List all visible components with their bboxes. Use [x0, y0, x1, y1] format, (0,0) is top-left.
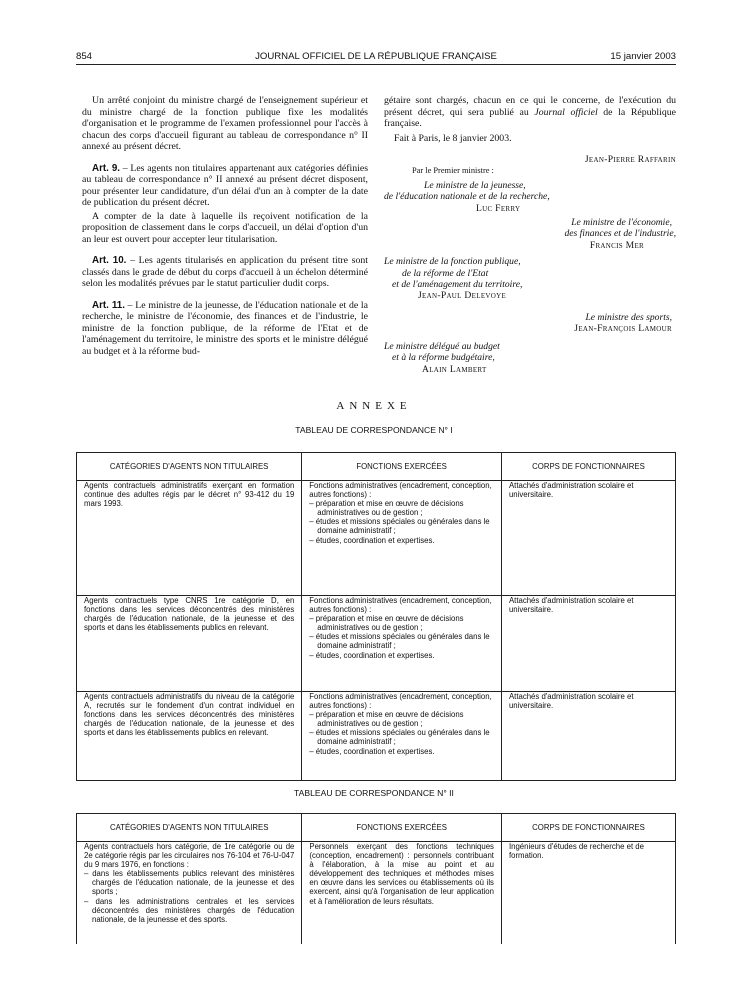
signatory-delevoye: Jean-Paul Delevoye [418, 290, 507, 302]
header-corps: CORPS DE FONCTIONNAIRES [501, 814, 675, 842]
list-item: – préparation et mise en œuvre de décisions administratives ou de gestion ; [309, 499, 464, 518]
signatory-lamour: Jean-François Lamour [574, 323, 672, 335]
table-2-title: TABLEAU DE CORRESPONDANCE N° II [294, 788, 454, 798]
signatory-mer: Francis Mer [589, 239, 644, 251]
table-cell-functions: Fonctions administratives (encadrement, conception, autres fonctions) : – préparation et mise en œuvre de décisions administratives ou de gestion ; – études et missions spéciales ou générales dans le domaine administratif ; – études, coordination et expertises. [302, 481, 502, 596]
header-corps: CORPS DE FONCTIONNAIRES [501, 453, 675, 481]
list-item: – préparation et mise en œuvre de décisions administratives ou de gestion ; [309, 614, 464, 633]
correspondence-table-1 [76, 452, 676, 781]
list-item: – études, coordination et expertises. [309, 746, 435, 756]
publication-date: 15 janvier 2003 [610, 51, 676, 62]
list-item: – études, coordination et expertises. [309, 535, 435, 545]
article-11-label: Art. 11. [92, 299, 125, 311]
table-header-row [77, 453, 676, 481]
article-10 [82, 255, 368, 290]
annexe-title: ANNEXE [336, 400, 412, 412]
page-header [76, 51, 676, 65]
header-fonctions: FONCTIONS EXERCÉES [302, 814, 502, 842]
minister-sports-title: Le ministre des sports, [585, 311, 672, 323]
table-cell-category: Agents contractuels type CNRS 1re catégorie D, en fonctions dans les services déconcentrés des ministères chargés de l'éducation nationale, de la jeunesse et des sports et dans les établissements publics en relevant. [77, 596, 302, 692]
minister-fp-title-2: de la réforme de l'Etat [402, 267, 489, 279]
minister-economie-title-1: Le ministre de l'économie, [571, 217, 672, 229]
header-categories: CATÉGORIES D'AGENTS NON TITULAIRES [77, 814, 302, 842]
list-item: – préparation et mise en œuvre de décisions administratives ou de gestion ; [309, 710, 464, 729]
signatory-lambert: Alain Lambert [422, 363, 487, 375]
page-number: 854 [76, 51, 93, 62]
header-rule [76, 64, 676, 65]
article-9-text: – Les agents non titulaires appartenant aux catégories définies au tableau de correspondance n° II annexé au présent décret disposent, pour présenter leur candidature, d'un délai d'un an à compter de la date de publication du présent décret. [82, 162, 369, 208]
minister-jeunesse-title-1: Le ministre de la jeunesse, [424, 179, 526, 191]
table-cell-functions: Personnels exerçant des fonctions techniques (conception, encadrement) : personnels contribuant à l'élaboration, à la mise au point et au développement des techniques et méthodes mises en œuvre dans les services ou établissements où ils exercent, ainsi qu'à l'organisation de leur application et à l'amélioration de leurs résultats. [302, 842, 502, 945]
table-cell-functions: Fonctions administratives (encadrement, conception, autres fonctions) : – préparation et mise en œuvre de décisions administratives ou de gestion ; – études et missions spéciales ou générales dans le domaine administratif ; – études, coordination et expertises. [302, 596, 502, 692]
article-9-label: Art. 9. [92, 162, 121, 174]
journal-title: JOURNAL OFFICIEL DE LA RÉPUBLIQUE FRANÇAISE [255, 51, 497, 62]
list-item: – études et missions spéciales ou générales dans le domaine administratif ; [309, 728, 490, 747]
table-cell-functions: Fonctions administratives (encadrement, conception, autres fonctions) : – préparation et mise en œuvre de décisions administratives ou de gestion ; – études et missions spéciales ou générales dans le domaine administratif ; – études, coordination et expertises. [302, 692, 502, 781]
article-9-paragraph-2: A compter de la date à laquelle ils reçoivent notification de la proposition de classement dans le corps d'accueil, un délai d'option d'un an leur est ouvert pour accepter leur titularisation. [82, 210, 368, 245]
article-11 [82, 300, 368, 358]
minister-budget-title-1: Le ministre délégué au budget [384, 340, 500, 352]
table-cell-corps: Ingénieurs d'études de recherche et de formation. [501, 842, 675, 945]
table-cell-category: Agents contractuels administratifs du niveau de la catégorie A, recrutés sur le fondement d'un contrat individuel en fonctions dans les services déconcentrés des ministères chargés de l'éducation nationale, de la jeunesse et des sports et dans les établissements publics en relevant. [77, 692, 302, 781]
list-item: – études et missions spéciales ou générales dans le domaine administratif ; [309, 517, 490, 536]
table-cell-corps: Attachés d'administration scolaire et universitaire. [501, 481, 675, 596]
header-categories: CATÉGORIES D'AGENTS NON TITULAIRES [77, 453, 302, 481]
paragraph-arrete: Un arrêté conjoint du ministre chargé de l'enseignement supérieur et du ministre chargé de la fonction publique fixe les modalités d'organisation et le programme de l'examen professionnel pour l'accès à chacun des corps d'accueil figurant au tableau de correspondance n° II annexé au présent décret. [82, 95, 368, 152]
table-row [77, 692, 676, 781]
table-header-row [77, 814, 676, 842]
table-cell-corps: Attachés d'administration scolaire et universitaire. [501, 596, 675, 692]
correspondence-table-2 [76, 813, 676, 944]
table-cell-category: Agents contractuels administratifs exerçant en formation continue des adultes régis par le décret n° 93-412 du 19 mars 1993. [77, 481, 302, 596]
article-11-text: – Le ministre de la jeunesse, de l'éducation nationale et de la recherche, le ministre de l'économie, des finances et de l'industrie, le ministre de la fonction publique, de la réforme de l'Etat et de l'aménagement du territoire, le ministre des sports et le ministre délégué au budget et à la réforme bud- [82, 299, 368, 357]
fait-a-paris: Fait à Paris, le 8 janvier 2003. [394, 132, 512, 144]
signatory-prime-minister: Jean-Pierre Raffarin [584, 154, 676, 165]
header-fonctions: FONCTIONS EXERCÉES [302, 453, 502, 481]
minister-fp-title-1: Le ministre de la fonction publique, [384, 256, 521, 268]
table-row [77, 842, 676, 945]
minister-economie-title-2: des finances et de l'industrie, [564, 228, 676, 240]
list-item: – études, coordination et expertises. [309, 650, 435, 660]
list-item: – dans les établissements publics relevant des ministères chargés de l'éducation nationale, de la jeunesse et des sports ; [84, 869, 295, 897]
minister-fp-title-3: et de l'aménagement du territoire, [392, 279, 523, 291]
journal-officiel-ref: Journal officiel [534, 106, 598, 118]
table-row [77, 481, 676, 596]
article-10-label: Art. 10. [92, 255, 127, 266]
article-10-text: – Les agents titularisés en application du présent titre sont classés dans le grade de début du corps d'accueil à un échelon déterminé selon les modalités prévues par le statut particulier dudit corps. [82, 255, 369, 289]
article-9 [82, 163, 368, 209]
signatory-ferry: Luc Ferry [476, 202, 521, 214]
list-item: – études et missions spéciales ou générales dans le domaine administratif ; [309, 632, 490, 651]
minister-budget-title-2: et à la réforme budgétaire, [392, 352, 495, 364]
minister-jeunesse-title-2: de l'éducation nationale et de la recherche, [384, 191, 550, 203]
table-row [77, 596, 676, 692]
table-1-title: TABLEAU DE CORRESPONDANCE N° I [295, 425, 453, 435]
right-column [384, 95, 676, 375]
par-premier-ministre: Par le Premier ministre : [412, 166, 494, 176]
left-column [82, 95, 368, 367]
execution-paragraph: gétaire sont chargés, chacun en ce qui le concerne, de l'exécution du présent décret, qui sera publié au Journal officiel de la République française. [384, 95, 676, 129]
table-cell-category: Agents contractuels hors catégorie, de 1re catégorie ou de 2e catégorie régis par les circulaires nos 76-104 et 76-U-047 du 9 mars 1976, en fonctions : – dans les établissements publics relevant des ministères chargés de l'éducation nationale, de la jeunesse et des sports ; – dans les administrations centrales et les services déconcentrés des ministères chargés de l'éducation nationale, de la jeunesse et des sports. [77, 842, 302, 945]
list-item: – dans les administrations centrales et les services déconcentrés des ministères chargés de l'éducation nationale, de la jeunesse et des sports. [84, 896, 295, 924]
table-cell-corps: Attachés d'administration scolaire et universitaire. [501, 692, 675, 781]
